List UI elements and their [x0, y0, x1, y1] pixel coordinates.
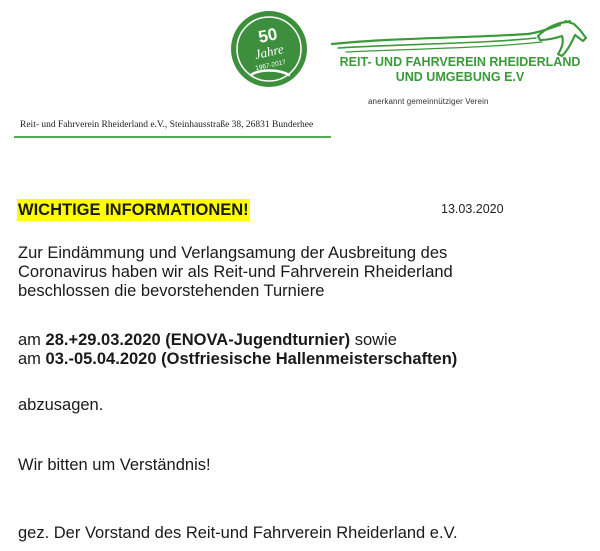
badge-number: 50: [256, 24, 280, 47]
anniversary-badge-graphic: [229, 9, 309, 89]
address-divider: [14, 136, 331, 138]
badge-years: 1967-2017: [254, 58, 287, 73]
event1-details: 28.+29.03.2020 (ENOVA-Jugendturnier): [45, 331, 351, 349]
horse-swoosh-icon: [328, 20, 592, 60]
event1-suffix: sowie: [350, 331, 397, 349]
notice-heading: WICHTIGE INFORMATIONEN!: [18, 201, 249, 219]
intro-line: beschlossen die bevorstehenden Turniere: [18, 282, 325, 300]
event-line-2: [18, 350, 578, 369]
event2-details: 03.-05.04.2020 (Ostfriesische Hallenmeisterschaften): [45, 350, 458, 368]
sender-address: Reit- und Fahrverein Rheiderland e.V., Steinhausstraße 38, 26831 Bunderhee: [20, 120, 314, 130]
event-line-1: [18, 331, 578, 350]
signature-text: gez. Der Vorstand des Reit-und Fahrverein Rheiderland e.V.: [18, 524, 458, 542]
club-name: [328, 55, 592, 85]
club-name-line1: REIT- UND FAHRVEREIN RHEIDERLAND: [339, 55, 581, 69]
thanks-text: Wir bitten um Verständnis!: [18, 456, 211, 474]
intro-paragraph: [18, 244, 578, 301]
badge-word: Jahre: [253, 41, 285, 62]
anniversary-badge: [229, 9, 309, 89]
club-tagline: anerkannt gemeinnütziger Verein: [368, 97, 489, 106]
notice-date: 13.03.2020: [441, 202, 504, 216]
intro-line: Coronavirus haben wir als Reit-und Fahrverein Rheiderland: [18, 263, 453, 281]
notice-header: [17, 199, 517, 223]
event1-prefix: am: [18, 331, 46, 349]
intro-line: Zur Eindämmung und Verlangsamung der Ausbreitung des: [18, 244, 448, 262]
event2-prefix: am: [18, 350, 46, 368]
events-paragraph: [18, 331, 578, 369]
club-name-line2: UND UMGEBUNG E.V: [395, 70, 525, 84]
cancel-text: abzusagen.: [18, 396, 104, 414]
club-logo: [328, 20, 592, 114]
